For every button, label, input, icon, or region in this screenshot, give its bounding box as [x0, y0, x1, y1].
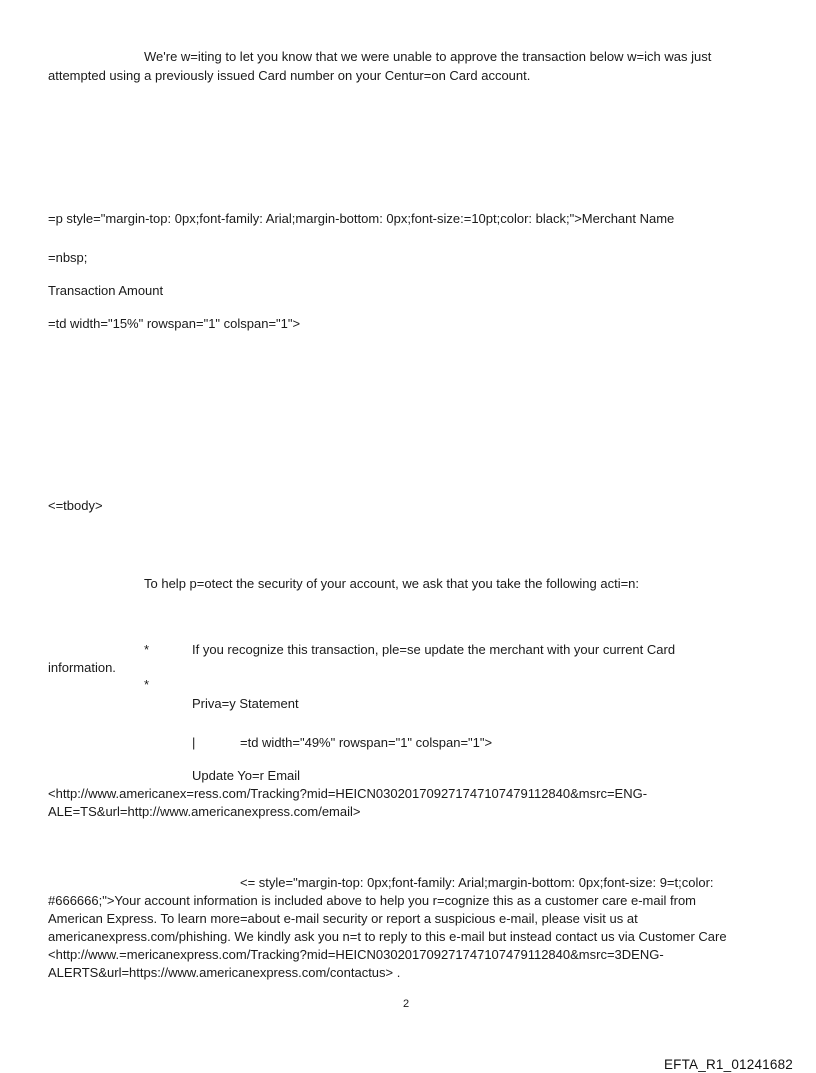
- bullet-item-1-line-2: information.: [48, 660, 116, 675]
- bullet-mark-1: *: [144, 642, 150, 657]
- update-email-link[interactable]: Update Yo=r Email: [192, 768, 301, 783]
- bullet-mark-2: *: [144, 677, 150, 692]
- footer-line-3: American Express. To learn more=about e-mail security or report a suspicious e-mail, please visit us at: [48, 911, 638, 926]
- intro-line-1: We're w=iting to let you know that we were unable to approve the transaction below w=ich was just: [144, 49, 712, 64]
- footer-line-2: #666666;">Your account information is included above to help you r=cognize this as a customer care e-mail from: [48, 893, 697, 908]
- update-email-url-line-1: <http://www.americanex=ress.com/Tracking?mid=HEICN030201709271747107479112840&msrc=ENG-: [48, 786, 648, 801]
- bullet-item-1-line-1: If you recognize this transaction, ple=se update the merchant with your current Card: [192, 642, 676, 657]
- intro-line-2: attempted using a previously issued Card number on your Centur=on Card account.: [48, 68, 531, 83]
- page-number: 2: [403, 998, 410, 1010]
- privacy-statement-link[interactable]: Priva=y Statement: [192, 696, 299, 711]
- footer-line-6: ALERTS&url=https://www.americanexpress.com/contactus> .: [48, 965, 401, 980]
- update-email-url-line-2: ALE=TS&url=http://www.americanexpress.com/email>: [48, 804, 361, 819]
- nbsp-fragment: =nbsp;: [48, 250, 88, 265]
- footer-line-1: <= style="margin-top: 0px;font-family: Arial;margin-bottom: 0px;font-size: 9=t;color:: [240, 875, 714, 890]
- protect-account-text: To help p=otect the security of your account, we ask that you take the following acti=n:: [144, 576, 640, 591]
- document-id: EFTA_R1_01241682: [663, 1057, 793, 1072]
- transaction-amount-label: Transaction Amount: [48, 283, 164, 298]
- footer-line-5: <http://www.=mericanexpress.com/Tracking?mid=HEICN030201709271747107479112840&msrc=3DENG-: [48, 947, 664, 962]
- pipe-separator: |: [192, 735, 196, 750]
- td-width-49-fragment: =td width="49%" rowspan="1" colspan="1">: [240, 735, 493, 750]
- merchant-name-fragment: =p style="margin-top: 0px;font-family: Arial;margin-bottom: 0px;font-size:=10pt;color: black;">Merchant Name: [48, 211, 675, 226]
- footer-line-4: americanexpress.com/phishing. We kindly ask you n=t to reply to this e-mail but instead contact us via Customer Care: [48, 929, 727, 944]
- tbody-close-fragment: <=tbody>: [48, 498, 103, 513]
- td-width-15-fragment: =td width="15%" rowspan="1" colspan="1">: [48, 316, 301, 331]
